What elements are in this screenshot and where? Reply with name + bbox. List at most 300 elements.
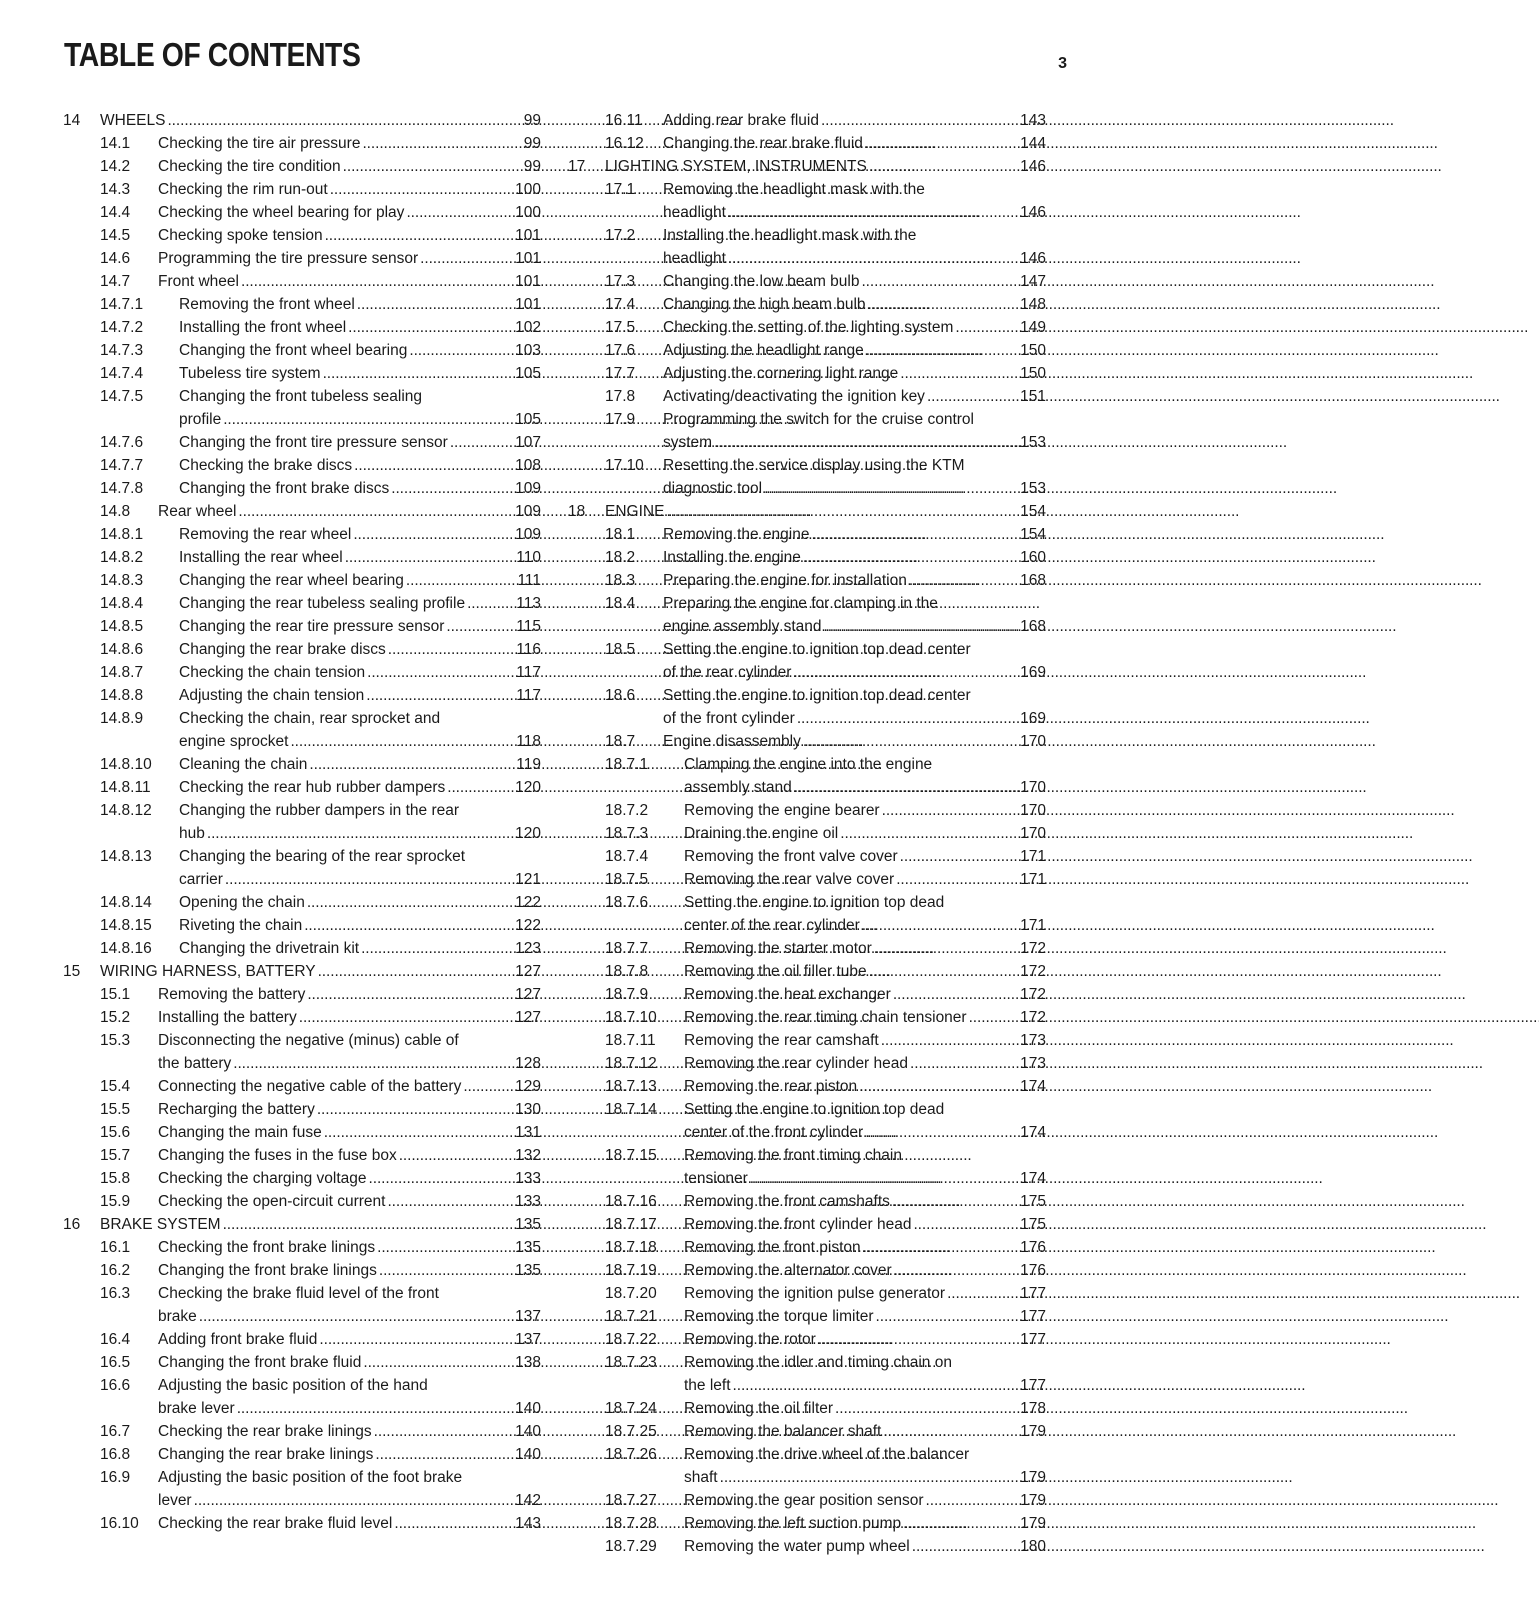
toc-entry-title: center of the front cylinder: [684, 1124, 864, 1141]
toc-entry-title-line: Removing the idler and timing chain on: [684, 1354, 952, 1371]
toc-entry-page: 179: [1020, 1492, 1046, 1509]
toc-entry[interactable]: [63, 178, 541, 201]
toc-entry[interactable]: [568, 178, 1046, 224]
toc-entry-title: Changing the front brake fluid: [158, 1354, 362, 1371]
toc-entry-title: Changing the front brake discs: [179, 480, 390, 497]
toc-entry-number: 18.7.25: [605, 1423, 657, 1440]
toc-entry-number: 18.2: [605, 549, 636, 566]
toc-entry[interactable]: [568, 983, 1046, 1006]
toc-entry-number: 15: [63, 963, 81, 980]
toc-entry[interactable]: [63, 776, 541, 799]
toc-entry[interactable]: [63, 1190, 541, 1213]
toc-entry[interactable]: [63, 615, 541, 638]
toc-entry-page: 179: [1020, 1423, 1046, 1440]
toc-entry-page: 170: [1020, 825, 1046, 842]
toc-entry-title: Checking the rear hub rubber dampers: [179, 779, 446, 796]
toc-entry[interactable]: [63, 1144, 541, 1167]
toc-entry-page: 108: [515, 457, 541, 474]
toc-entry-page: 173: [1020, 1055, 1046, 1072]
toc-entry[interactable]: [63, 431, 541, 454]
toc-entry[interactable]: [63, 1328, 541, 1351]
dot-leader: [317, 1098, 510, 1121]
dot-leader: [803, 730, 1015, 753]
dot-leader: [720, 1466, 1015, 1489]
toc-entry[interactable]: [568, 1075, 1046, 1098]
toc-column-right: [568, 109, 1046, 1558]
dot-leader: [409, 339, 510, 362]
toc-entry[interactable]: [568, 569, 1046, 592]
toc-entry[interactable]: [568, 109, 1046, 132]
toc-entry[interactable]: [63, 109, 541, 132]
toc-entry-title: Removing the front wheel: [179, 296, 355, 313]
toc-entry-title: Checking the tire condition: [158, 158, 341, 175]
toc-entry-title-line: Adjusting the basic position of the foot brake: [158, 1469, 463, 1486]
toc-entry[interactable]: [568, 293, 1046, 316]
toc-entry-number: 14.8.10: [100, 756, 152, 773]
toc-entry-title: Removing the oil filler tube: [684, 963, 867, 980]
toc-entry-page: 129: [515, 1078, 541, 1095]
toc-entry-number: 18.7.1: [605, 756, 649, 773]
toc-entry[interactable]: [568, 1397, 1046, 1420]
toc-entry-title: brake lever: [158, 1400, 235, 1417]
toc-entry[interactable]: [63, 132, 541, 155]
toc-entry-title: Removing the engine: [663, 526, 810, 543]
toc-entry-page: 131: [515, 1124, 541, 1141]
toc-entry[interactable]: [63, 1466, 541, 1512]
toc-entry-title: Removing the water pump wheel: [684, 1538, 910, 1555]
toc-entry-page: 148: [1020, 296, 1046, 313]
toc-entry[interactable]: [568, 753, 1046, 799]
toc-entry-title: Changing the rear tire pressure sensor: [179, 618, 445, 635]
toc-entry[interactable]: [568, 1144, 1046, 1190]
toc-entry-number: 18.3: [605, 572, 636, 589]
dot-leader: [803, 546, 1015, 569]
toc-entry-number: 18.7.3: [605, 825, 649, 842]
toc-entry[interactable]: [568, 454, 1046, 500]
toc-entry-number: 17.9: [605, 411, 636, 428]
toc-entry-title-line: Setting the engine to ignition top dead: [684, 894, 945, 911]
toc-entry-number: 15.1: [100, 986, 131, 1003]
toc-entry-title: Removing the front camshafts: [684, 1193, 890, 1210]
dot-leader: [387, 1190, 510, 1213]
toc-entry[interactable]: [63, 362, 541, 385]
toc-entry[interactable]: [63, 983, 541, 1006]
dot-leader: [194, 1489, 510, 1512]
toc-entry[interactable]: [63, 914, 541, 937]
toc-column-left: [63, 109, 541, 1535]
toc-entry[interactable]: [63, 845, 541, 891]
dot-leader: [446, 615, 510, 638]
toc-entry-number: 18.7.12: [605, 1055, 657, 1072]
dot-leader: [835, 1397, 1015, 1420]
toc-entry-title: Checking the open-circuit current: [158, 1193, 386, 1210]
toc-entry[interactable]: [63, 454, 541, 477]
toc-entry-title: Removing the balancer shaft: [684, 1423, 882, 1440]
toc-entry[interactable]: [568, 1512, 1046, 1535]
dot-leader: [377, 1236, 510, 1259]
toc-entry-page: 133: [515, 1170, 541, 1187]
toc-entry-number: 18: [568, 503, 586, 520]
toc-entry-title: Changing the front tire pressure sensor: [179, 434, 448, 451]
toc-entry-page: 109: [515, 480, 541, 497]
toc-entry[interactable]: [63, 569, 541, 592]
toc-entry[interactable]: [568, 638, 1046, 684]
toc-entry-number: 14.7.6: [100, 434, 144, 451]
toc-entry[interactable]: [63, 1282, 541, 1328]
toc-entry[interactable]: [568, 523, 1046, 546]
toc-entry[interactable]: [63, 1259, 541, 1282]
toc-entry-page: 154: [1020, 526, 1046, 543]
toc-entry[interactable]: [63, 293, 541, 316]
toc-entry-page: 174: [1020, 1078, 1046, 1095]
dot-leader: [299, 1006, 510, 1029]
toc-entry-number: 14.8.13: [100, 848, 152, 865]
toc-entry[interactable]: [63, 155, 541, 178]
dot-leader: [750, 1167, 1015, 1190]
toc-entry-page: 138: [515, 1354, 541, 1371]
dot-leader: [969, 1006, 1015, 1029]
dot-leader: [863, 1236, 1015, 1259]
toc-entry[interactable]: [63, 523, 541, 546]
toc-entry-title-line: Setting the engine to ignition top dead center: [663, 641, 971, 658]
toc-entry-page: 102: [515, 319, 541, 336]
toc-entry-title: the left: [684, 1377, 731, 1394]
toc-entry-title: lever: [158, 1492, 192, 1509]
toc-entry[interactable]: [568, 224, 1046, 270]
toc-entry-number: 14: [63, 112, 81, 129]
toc-entry-page: 132: [515, 1147, 541, 1164]
toc-entry-number: 15.6: [100, 1124, 131, 1141]
toc-entry-page: 180: [1020, 1538, 1046, 1555]
toc-entry[interactable]: [63, 661, 541, 684]
toc-entry[interactable]: [63, 937, 541, 960]
dot-leader: [354, 454, 510, 477]
toc-entry-page: 177: [1020, 1285, 1046, 1302]
toc-entry-title: Installing the battery: [158, 1009, 297, 1026]
dot-leader: [304, 914, 510, 937]
toc-entry[interactable]: [568, 1328, 1046, 1351]
toc-entry[interactable]: [63, 1351, 541, 1374]
dot-leader: [824, 615, 1015, 638]
toc-entry-title-line: Changing the bearing of the rear sprocket: [179, 848, 466, 865]
toc-entry[interactable]: [63, 316, 541, 339]
toc-entry-number: 15.8: [100, 1170, 131, 1187]
toc-entry-title: Connecting the negative cable of the battery: [158, 1078, 462, 1095]
toc-entry-number: 14.8.16: [100, 940, 152, 957]
toc-entry[interactable]: [568, 799, 1046, 822]
toc-entry[interactable]: [63, 385, 541, 431]
toc-entry-title: system: [663, 434, 713, 451]
toc-entry-page: 135: [515, 1262, 541, 1279]
toc-entry-title-line: Removing the drive wheel of the balancer: [684, 1446, 970, 1463]
toc-entry-title: Removing the rotor: [684, 1331, 816, 1348]
dot-leader: [225, 868, 510, 891]
toc-entry-number: 18.7.8: [605, 963, 649, 980]
toc-entry-number: 18.6: [605, 687, 636, 704]
toc-entry-number: 17.7: [605, 365, 636, 382]
dot-leader: [223, 408, 510, 431]
toc-entry[interactable]: [568, 155, 1046, 178]
toc-entry-number: 14.7.1: [100, 296, 144, 313]
toc-entry[interactable]: [568, 684, 1046, 730]
toc-entry-title: Changing the rear brake discs: [179, 641, 386, 658]
toc-entry-number: 18.7.2: [605, 802, 649, 819]
toc-entry-title-line: Installing the headlight mask with the: [663, 227, 917, 244]
toc-entry-number: 14.8.4: [100, 595, 144, 612]
dot-leader: [323, 362, 510, 385]
toc-entry-page: 154: [1020, 503, 1046, 520]
dot-leader: [910, 1052, 1015, 1075]
toc-entry[interactable]: [568, 937, 1046, 960]
toc-entry[interactable]: [63, 500, 541, 523]
toc-entry[interactable]: [568, 845, 1046, 868]
toc-entry-page: 130: [515, 1101, 541, 1118]
dot-leader: [379, 1259, 510, 1282]
toc-entry-title: Changing the rear wheel bearing: [179, 572, 404, 589]
dot-leader: [319, 1328, 510, 1351]
dot-leader: [728, 247, 1015, 270]
toc-entry-number: 14.7.8: [100, 480, 144, 497]
dot-leader: [324, 1121, 510, 1144]
toc-entry-number: 18.7.9: [605, 986, 649, 1003]
toc-entry-title-line: Preparing the engine for clamping in the: [663, 595, 938, 612]
toc-entry[interactable]: [568, 1420, 1046, 1443]
toc-entry[interactable]: [568, 592, 1046, 638]
toc-entry-title: Checking the rear brake linings: [158, 1423, 372, 1440]
toc-entry[interactable]: [63, 1006, 541, 1029]
toc-entry-title: LIGHTING SYSTEM, INSTRUMENTS: [605, 158, 867, 175]
toc-entry-page: 150: [1020, 342, 1046, 359]
toc-entry-number: 17.2: [605, 227, 636, 244]
toc-entry[interactable]: [568, 1190, 1046, 1213]
toc-entry[interactable]: [568, 822, 1046, 845]
dot-leader: [869, 960, 1015, 983]
toc-entry-number: 18.7.11: [605, 1032, 656, 1049]
toc-entry-title: engine sprocket: [179, 733, 289, 750]
toc-entry-title: Removing the alternator cover: [684, 1262, 892, 1279]
dot-leader: [859, 1075, 1015, 1098]
toc-entry-page: 177: [1020, 1377, 1046, 1394]
toc-entry-page: 105: [515, 411, 541, 428]
toc-entry-title: Checking the setting of the lighting system: [663, 319, 954, 336]
toc-entry[interactable]: [63, 270, 541, 293]
toc-entry[interactable]: [63, 1098, 541, 1121]
toc-entry-title: Removing the gear position sensor: [684, 1492, 924, 1509]
toc-entry[interactable]: [568, 1259, 1046, 1282]
toc-entry-title: Removing the left suction pump: [684, 1515, 902, 1532]
toc-entry[interactable]: [568, 362, 1046, 385]
dot-leader: [812, 523, 1016, 546]
toc-entry[interactable]: [63, 1121, 541, 1144]
toc-entry[interactable]: [568, 132, 1046, 155]
toc-entry[interactable]: [63, 1443, 541, 1466]
toc-entry-page: 170: [1020, 779, 1046, 796]
toc-entry-number: 14.8.1: [100, 526, 144, 543]
toc-entry-page: 151: [1020, 388, 1046, 405]
toc-entry[interactable]: [63, 1029, 541, 1075]
toc-entry-page: 110: [516, 549, 541, 566]
toc-entry-number: 17.1: [605, 181, 636, 198]
toc-entry[interactable]: [568, 316, 1046, 339]
toc-entry[interactable]: [63, 1213, 541, 1236]
toc-entry[interactable]: [568, 270, 1046, 293]
toc-entry-title: assembly stand: [684, 779, 792, 796]
dot-leader: [353, 523, 510, 546]
toc-entry[interactable]: [63, 799, 541, 845]
toc-entry[interactable]: [63, 1374, 541, 1420]
toc-entry-page: 143: [1020, 112, 1046, 129]
toc-entry[interactable]: [568, 1443, 1046, 1489]
toc-entry-title: Changing the rear brake linings: [158, 1446, 374, 1463]
toc-entry-title: Programming the tire pressure sensor: [158, 250, 419, 267]
toc-entry[interactable]: [568, 1098, 1046, 1144]
dot-leader: [900, 845, 1015, 868]
toc-entry-page: 175: [1020, 1193, 1046, 1210]
toc-entry-number: 18.7.7: [605, 940, 649, 957]
toc-entry-number: 14.8.2: [100, 549, 144, 566]
dot-leader: [374, 1420, 510, 1443]
toc-entry[interactable]: [568, 730, 1046, 753]
toc-entry[interactable]: [63, 477, 541, 500]
toc-entry[interactable]: [63, 1075, 541, 1098]
toc-entry[interactable]: [63, 592, 541, 615]
toc-entry[interactable]: [568, 960, 1046, 983]
toc-entry[interactable]: [568, 1351, 1046, 1397]
toc-entry-number: 16.11: [605, 112, 643, 129]
toc-entry-title: Removing the rear valve cover: [684, 871, 895, 888]
dot-leader: [874, 937, 1015, 960]
toc-entry[interactable]: [568, 408, 1046, 454]
dot-leader: [357, 293, 510, 316]
toc-entry[interactable]: [568, 868, 1046, 891]
toc-entry-title-line: Removing the headlight mask with the: [663, 181, 925, 198]
toc-entry-number: 18.7.21: [605, 1308, 657, 1325]
toc-entry-page: 128: [515, 1055, 541, 1072]
toc-entry-page: 153: [1020, 480, 1046, 497]
dot-leader: [876, 1305, 1015, 1328]
dot-leader: [865, 132, 1015, 155]
toc-entry[interactable]: [568, 1236, 1046, 1259]
toc-entry-title: diagnostic tool: [663, 480, 763, 497]
toc-entry-page: 117: [516, 664, 541, 681]
toc-entry[interactable]: [568, 1489, 1046, 1512]
toc-entry[interactable]: [63, 960, 541, 983]
toc-entry-number: 16.1: [100, 1239, 131, 1256]
toc-entry-title: Removing the rear piston: [684, 1078, 858, 1095]
toc-entry[interactable]: [63, 1236, 541, 1259]
toc-entry[interactable]: [568, 546, 1046, 569]
toc-entry[interactable]: [568, 1052, 1046, 1075]
toc-entry-page: 115: [516, 618, 541, 635]
toc-entry-page: 99: [523, 135, 541, 152]
toc-entry[interactable]: [568, 385, 1046, 408]
toc-entry-page: 100: [515, 204, 541, 221]
toc-entry-number: 17.6: [605, 342, 636, 359]
toc-entry-page: 172: [1020, 940, 1046, 957]
page-number: 3: [1058, 55, 1067, 72]
toc-entry-title: Changing the fuses in the fuse box: [158, 1147, 397, 1164]
toc-entry-page: 133: [515, 1193, 541, 1210]
toc-entry-title: Activating/deactivating the ignition key: [663, 388, 925, 405]
toc-entry[interactable]: [63, 201, 541, 224]
toc-entry-page: 142: [515, 1492, 541, 1509]
dot-leader: [420, 247, 510, 270]
toc-entry-title: Removing the front piston: [684, 1239, 861, 1256]
toc-entry-page: 111: [517, 572, 541, 589]
toc-entry[interactable]: [63, 546, 541, 569]
toc-entry[interactable]: [63, 224, 541, 247]
dot-leader: [463, 1075, 510, 1098]
toc-entry-page: 121: [515, 871, 541, 888]
toc-entry-page: 120: [515, 825, 541, 842]
dot-leader: [345, 546, 510, 569]
toc-entry[interactable]: [63, 707, 541, 753]
toc-entry-page: 171: [1020, 917, 1046, 934]
dot-leader: [399, 1144, 510, 1167]
toc-entry[interactable]: [63, 1167, 541, 1190]
toc-entry-title: Installing the front wheel: [179, 319, 347, 336]
toc-entry[interactable]: [63, 339, 541, 362]
dot-leader: [361, 937, 510, 960]
toc-entry-title: Removing the front valve cover: [684, 848, 898, 865]
dot-leader: [237, 1397, 510, 1420]
toc-entry-title: Checking spoke tension: [158, 227, 323, 244]
toc-entry[interactable]: [63, 891, 541, 914]
toc-entry-page: 149: [1020, 319, 1046, 336]
toc-entry-title-line: Resetting the service display using the KTM: [663, 457, 965, 474]
toc-entry[interactable]: [568, 500, 1046, 523]
toc-entry-title-line: Checking the brake fluid level of the front: [158, 1285, 439, 1302]
dot-leader: [375, 1443, 510, 1466]
toc-entry-title: Checking the charging voltage: [158, 1170, 367, 1187]
toc-entry-number: 16.7: [100, 1423, 131, 1440]
toc-entry[interactable]: [63, 1420, 541, 1443]
toc-entry-number: 18.7.16: [605, 1193, 657, 1210]
toc-entry-title: Removing the rear camshaft: [684, 1032, 879, 1049]
toc-entry[interactable]: [568, 1029, 1046, 1052]
toc-entry-title: Removing the starter motor: [684, 940, 872, 957]
toc-entry[interactable]: [63, 1512, 541, 1535]
toc-entry-title: headlight: [663, 204, 726, 221]
toc-entry-page: 122: [515, 894, 541, 911]
toc-entry-number: 14.3: [100, 181, 131, 198]
toc-entry-number: 18.7.4: [605, 848, 649, 865]
toc-entry[interactable]: [568, 339, 1046, 362]
toc-entry-page: 172: [1020, 963, 1046, 980]
toc-entry[interactable]: [63, 638, 541, 661]
dot-leader: [450, 431, 510, 454]
dot-leader: [797, 707, 1015, 730]
toc-entry-page: 178: [1020, 1400, 1046, 1417]
toc-entry[interactable]: [568, 1006, 1046, 1029]
toc-entry[interactable]: [568, 1282, 1046, 1305]
toc-entry-title: tensioner: [684, 1170, 748, 1187]
toc-entry-number: 18.7: [605, 733, 636, 750]
toc-entry[interactable]: [568, 1535, 1046, 1558]
toc-entry[interactable]: [568, 1305, 1046, 1328]
toc-entry[interactable]: [568, 891, 1046, 937]
toc-entry-title-line: Programming the switch for the cruise control: [663, 411, 974, 428]
toc-entry-title-line: Adjusting the basic position of the hand: [158, 1377, 428, 1394]
dot-leader: [199, 1305, 510, 1328]
toc-entry-page: 137: [515, 1308, 541, 1325]
toc-entry-title: Changing the high beam bulb: [663, 296, 866, 313]
toc-entry-title: Removing the battery: [158, 986, 306, 1003]
toc-entry[interactable]: [63, 247, 541, 270]
toc-entry[interactable]: [568, 1213, 1046, 1236]
toc-entry[interactable]: [63, 684, 541, 707]
toc-entry[interactable]: [63, 753, 541, 776]
